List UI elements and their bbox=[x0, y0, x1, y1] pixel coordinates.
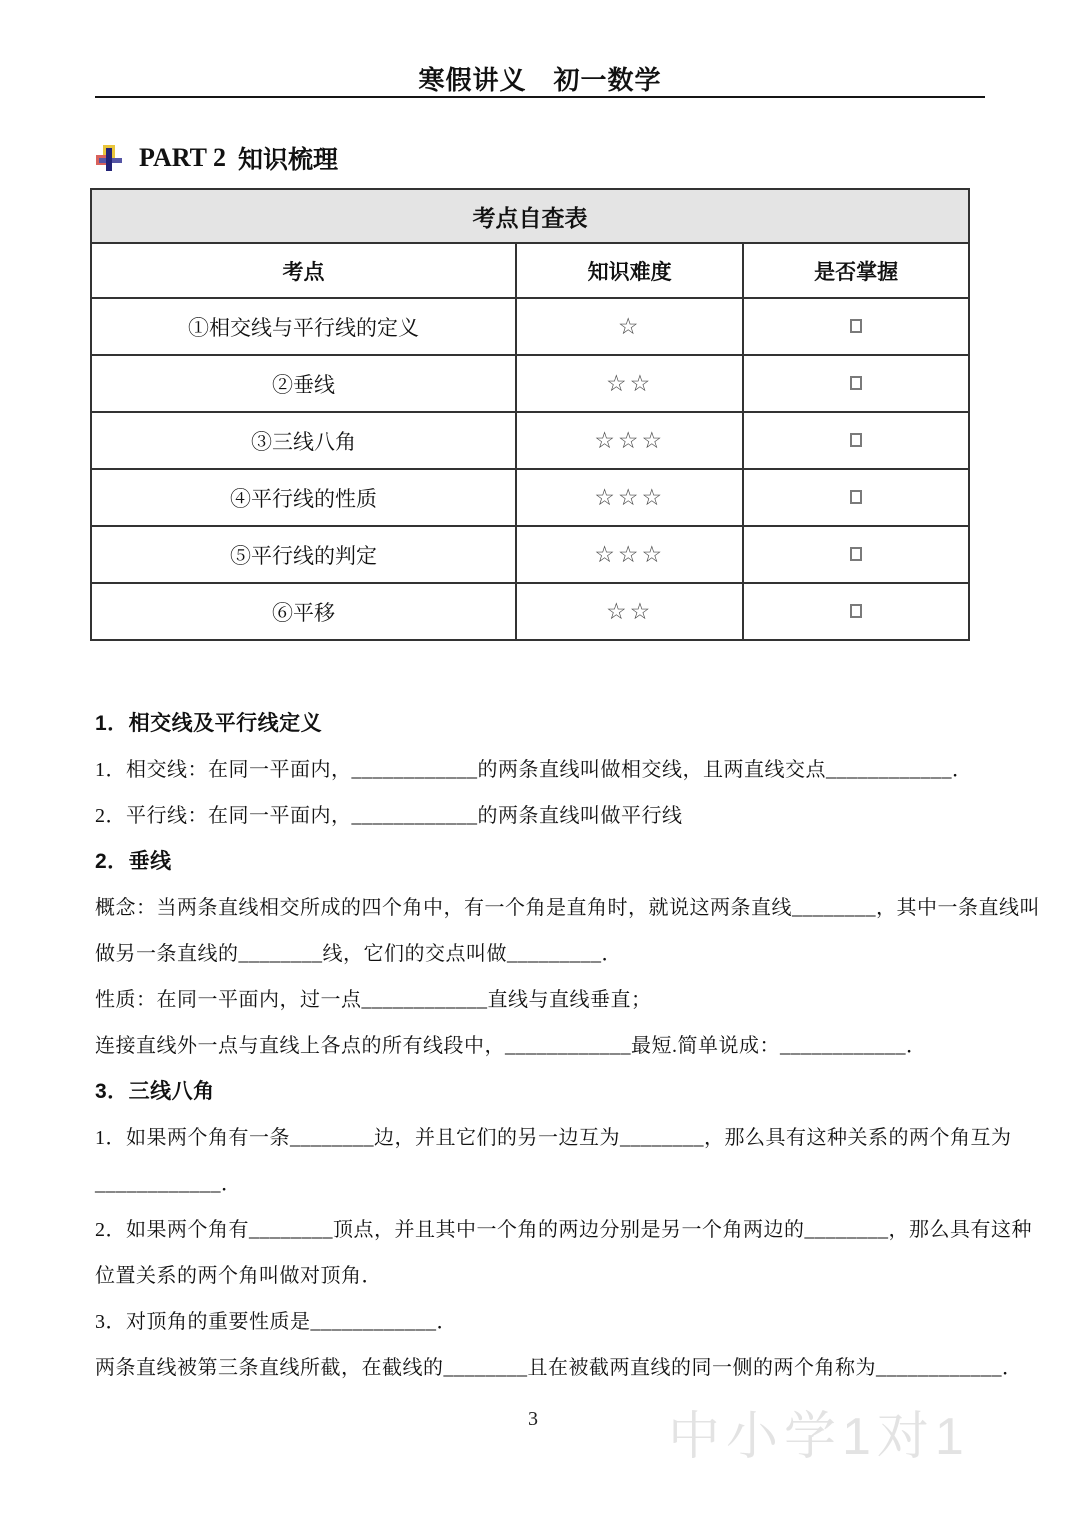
checkbox-icon[interactable] bbox=[850, 319, 862, 333]
table-header-row bbox=[91, 243, 969, 298]
checkbox-icon[interactable] bbox=[850, 604, 862, 618]
text-line: 2．如果两个角有________顶点，并且其中一个角的两边分别是另一个角两边的________，那么具有这种 bbox=[95, 1219, 1032, 1241]
text-line: 概念：当两条直线相交所成的四个角中，有一个角是直角时，就说这两条直线________，其中一条直线叫 bbox=[95, 897, 1040, 919]
table-row bbox=[91, 469, 969, 526]
text-line: ____________． bbox=[95, 1173, 242, 1195]
topic-cell: ⑥平移 bbox=[91, 583, 516, 640]
table-row bbox=[91, 412, 969, 469]
header-divider bbox=[95, 96, 985, 98]
table-title-row bbox=[91, 189, 969, 243]
difficulty-stars: ☆☆ bbox=[606, 370, 654, 396]
topic-cell: ③三线八角 bbox=[91, 412, 516, 469]
table-row bbox=[91, 298, 969, 355]
difficulty-stars: ☆☆☆ bbox=[594, 484, 666, 510]
column-header-mastered: 是否掌握 bbox=[743, 243, 969, 298]
colored-cross-icon bbox=[95, 144, 122, 173]
section-heading-1: 1．相交线及平行线定义 bbox=[95, 712, 323, 735]
self-check-table bbox=[90, 188, 970, 641]
table-title: 考点自查表 bbox=[91, 189, 969, 243]
checkbox-icon[interactable] bbox=[850, 376, 862, 390]
part-heading bbox=[95, 140, 338, 176]
notes-content bbox=[95, 701, 1040, 1391]
text-line: 位置关系的两个角叫做对顶角． bbox=[95, 1265, 382, 1287]
difficulty-stars: ☆☆ bbox=[606, 598, 654, 624]
topic-cell: ②垂线 bbox=[91, 355, 516, 412]
text-line: 性质：在同一平面内，过一点____________直线与直线垂直； bbox=[95, 989, 652, 1011]
text-line: 做另一条直线的________线，它们的交点叫做_________． bbox=[95, 943, 622, 965]
checkbox-icon[interactable] bbox=[850, 547, 862, 561]
text-line: 连接直线外一点与直线上各点的所有线段中，____________最短.简单说成：____________． bbox=[95, 1035, 927, 1057]
difficulty-stars: ☆☆☆ bbox=[594, 427, 666, 453]
text-line: 3．对顶角的重要性质是____________． bbox=[95, 1311, 457, 1333]
text-line: 1．相交线：在同一平面内，____________的两条直线叫做相交线，且两直线交点____________． bbox=[95, 759, 973, 781]
cross-icon-vertical-bar bbox=[106, 148, 112, 171]
text-line: 1．如果两个角有一条________边，并且它们的另一边互为________，那么具有这种关系的两个角互为 bbox=[95, 1127, 1012, 1149]
table-row bbox=[91, 526, 969, 583]
table-row bbox=[91, 583, 969, 640]
checkbox-icon[interactable] bbox=[850, 433, 862, 447]
column-header-difficulty: 知识难度 bbox=[516, 243, 743, 298]
part-title: 知识梳理 bbox=[237, 146, 338, 174]
section-heading-2: 2．垂线 bbox=[95, 850, 172, 873]
column-header-topic: 考点 bbox=[91, 243, 516, 298]
part-label: PART 2 bbox=[139, 143, 226, 172]
topic-cell: ⑤平行线的判定 bbox=[91, 526, 516, 583]
topic-cell: ④平行线的性质 bbox=[91, 469, 516, 526]
text-line: 2．平行线：在同一平面内，____________的两条直线叫做平行线 bbox=[95, 805, 683, 827]
table-row bbox=[91, 355, 969, 412]
difficulty-stars: ☆☆☆ bbox=[594, 541, 666, 567]
watermark: 中小学1对1 bbox=[668, 1408, 970, 1466]
difficulty-stars: ☆ bbox=[617, 313, 642, 339]
topic-cell: ①相交线与平行线的定义 bbox=[91, 298, 516, 355]
section-heading-3: 3．三线八角 bbox=[95, 1080, 215, 1103]
checkbox-icon[interactable] bbox=[850, 490, 862, 504]
page-number: 3 bbox=[528, 1408, 538, 1430]
text-line: 两条直线被第三条直线所截，在截线的________且在被截两直线的同一侧的两个角称为____________． bbox=[95, 1357, 1023, 1379]
document-header-title: 寒假讲义 初一数学 bbox=[418, 65, 662, 95]
